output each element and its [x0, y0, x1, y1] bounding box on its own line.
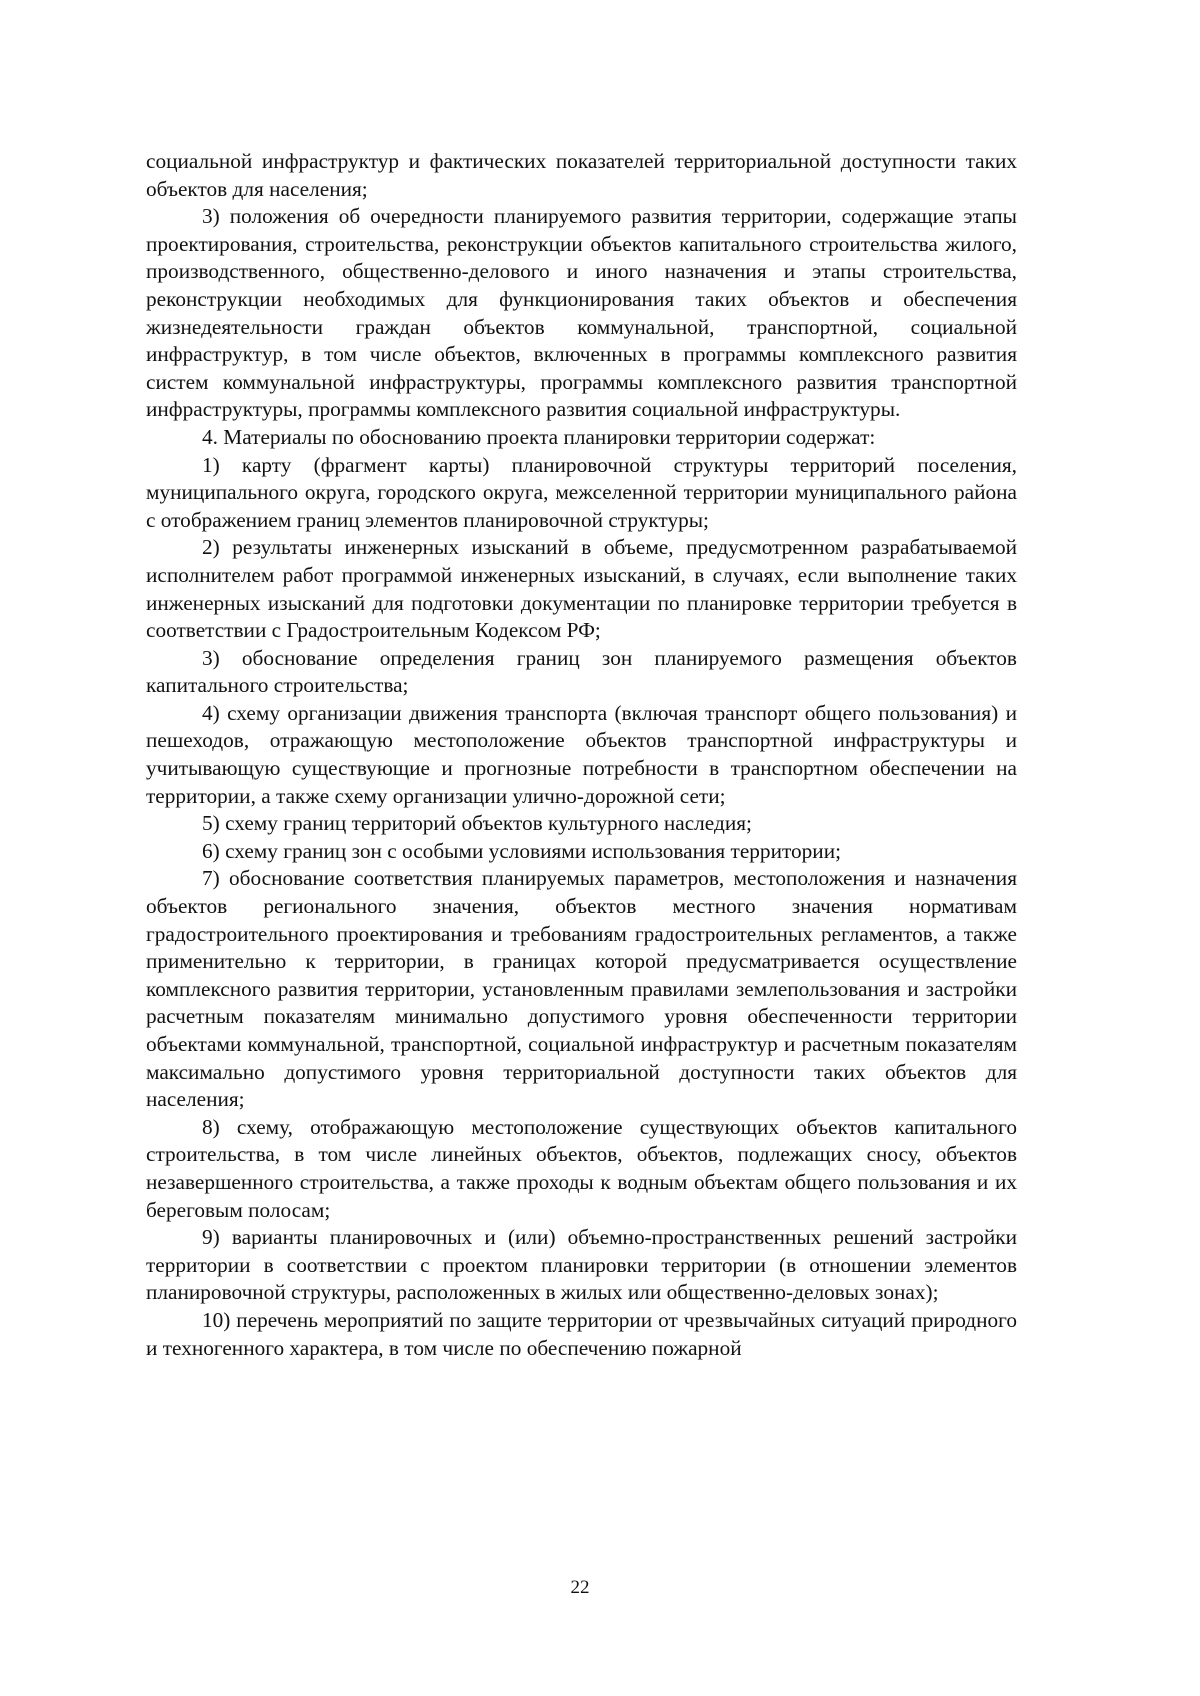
paragraph-item-9: 9) варианты планировочных и (или) объемно-пространственных решений застройки территории в соответствии с проектом планировки территории (в отношении элементов планировочной структуры, расположенных в жилых или общественно-деловых зонах); — [146, 1225, 1017, 1305]
paragraph-item-4: 4) схему организации движения транспорта (включая транспорт общего пользования) и пешеходов, отражающую местоположение объектов транспортной инфраструктуры и учитывающую существующие и прогнозные потребности в транспортном обеспечении на территории, а также схему организации улично-дорожной сети; — [146, 700, 1017, 808]
paragraph-item-10: 10) перечень мероприятий по защите территории от чрезвычайных ситуаций природного и техногенного характера, в том числе по обеспечению пожарной — [146, 1307, 1017, 1360]
paragraph-item-2: 2) результаты инженерных изысканий в объеме, предусмотренном разрабатываемой исполнителем работ программой инженерных изысканий, в случаях, если выполнение таких инженерных изысканий для подготовки документации по планировке территории требуется в соответствии с Градостроительным Кодексом РФ; — [146, 535, 1017, 643]
paragraph-item-3: 3) положения об очередности планируемого развития территории, содержащие этапы проектирования, строительства, реконструкции объектов капитального строительства жилого, производственного, общественно-делового и иного назначения и этапы строительства, реконструкции необходимых для функционирования таких объектов и обеспечения жизнедеятельности граждан объектов коммунальной, транспортной, социальной инфраструктур, в том числе объектов, включенных в программы комплексного развития систем коммунальной инфраструктуры, программы комплексного развития транспортной инфраструктуры, программы комплексного развития социальной инфраструктуры. — [146, 204, 1017, 422]
paragraph-item-3b: 3) обоснование определения границ зон планируемого размещения объектов капитального строительства; — [146, 645, 1017, 698]
paragraph-item-8: 8) схему, отображающую местоположение существующих объектов капитального строительства, в том числе линейных объектов, объектов, подлежащих сносу, объектов незавершенного строительства, а также проходы к водным объектам общего пользования и их береговым полосам; — [146, 1114, 1017, 1222]
paragraph-item-6: 6) схему границ зон с особыми условиями использования территории; — [202, 838, 842, 863]
paragraph-continuation: социальной инфраструктур и фактических показателей территориальной доступности таких объектов для населения; — [146, 149, 1017, 201]
page-number: 22 — [570, 1577, 590, 1598]
paragraph-item-1: 1) карту (фрагмент карты) планировочной структуры территорий поселения, муниципального округа, городского округа, межселенной территории муниципального района с отображением границ элементов планировочной структуры; — [146, 452, 1017, 532]
paragraph-item-5: 5) схему границ территорий объектов культурного наследия; — [202, 811, 752, 836]
document-body — [146, 148, 1017, 1362]
paragraph-section-4: 4. Материалы по обоснованию проекта планировки территории содержат: — [202, 424, 876, 449]
paragraph-item-7: 7) обоснование соответствия планируемых параметров, местоположения и назначения объектов регионального значения, объектов местного значения нормативам градостроительного проектирования и требованиям градостроительных регламентов, а также применительно к территории, в границах которой предусматривается осуществление комплексного развития территории, установленным правилами землепользования и застройки расчетным показателям минимально допустимого уровня обеспеченности территории объектами коммунальной, транспортной, социальной инфраструктур и расчетным показателям максимально допустимого уровня территориальной доступности таких объектов для населения; — [146, 866, 1017, 1112]
